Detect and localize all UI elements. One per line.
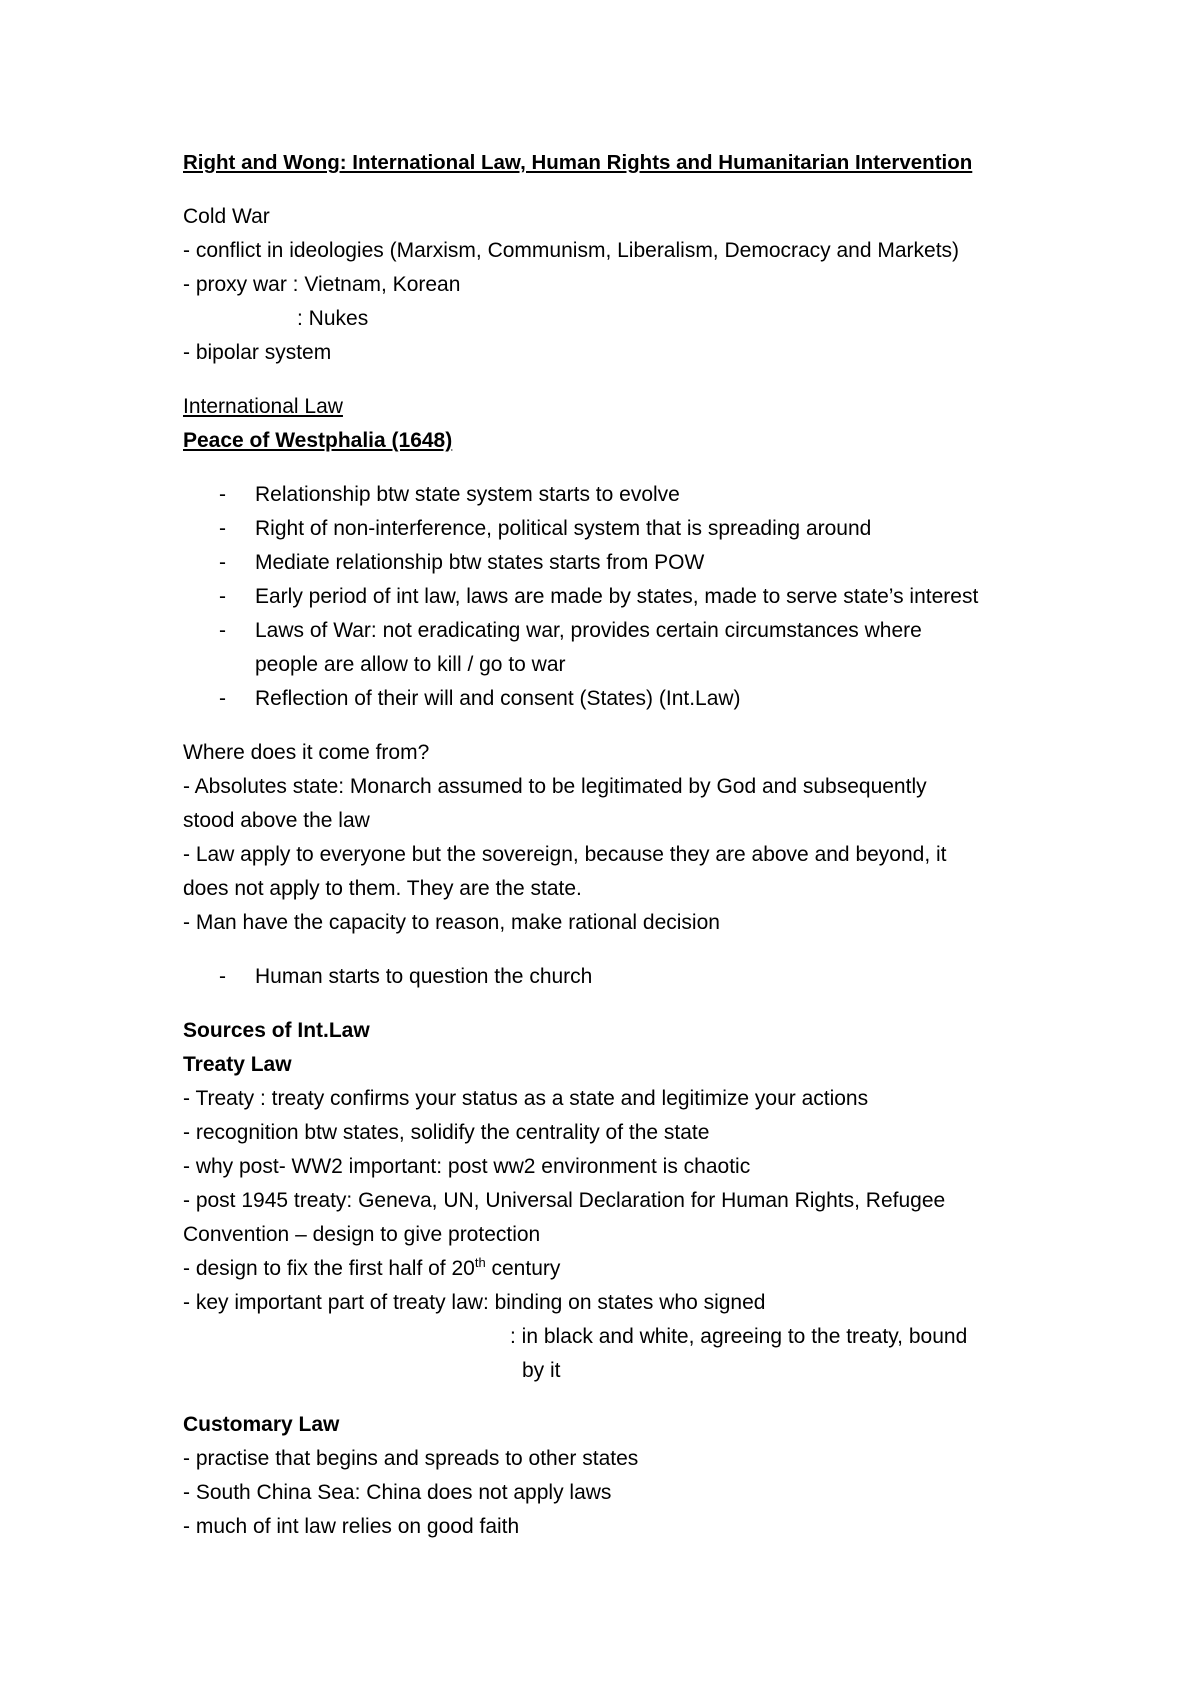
- bullet-item: - Human starts to question the church: [219, 965, 593, 988]
- bullet-item: - Mediate relationship btw states starts from POW: [219, 551, 705, 574]
- bullet-item: - Right of non-interference, political system that is spreading around: [219, 517, 872, 540]
- bullet-item-continued: people are allow to kill / go to war: [255, 653, 566, 676]
- customary-line: - practise that begins and spreads to other states: [183, 1447, 639, 1470]
- bullet-item: - Reflection of their will and consent (States) (Int.Law): [219, 687, 741, 710]
- treaty-line: - recognition btw states, solidify the centrality of the state: [183, 1121, 710, 1144]
- treaty-line: - post 1945 treaty: Geneva, UN, Universal Declaration for Human Rights, Refugee: [183, 1189, 946, 1212]
- cold-war-line: - proxy war : Vietnam, Korean: [183, 273, 461, 296]
- origin-line: - Law apply to everyone but the sovereign, because they are above and beyond, it: [183, 843, 947, 866]
- treaty-key-continued: : in black and white, agreeing to the treaty, bound: [510, 1325, 968, 1348]
- customary-line: - South China Sea: China does not apply laws: [183, 1481, 612, 1504]
- cold-war-line: - conflict in ideologies (Marxism, Communism, Liberalism, Democracy and Markets): [183, 239, 960, 262]
- origin-line: - Man have the capacity to reason, make rational decision: [183, 911, 720, 934]
- treaty-line: - Treaty : treaty confirms your status as a state and legitimize your actions: [183, 1087, 869, 1110]
- origin-line: - Absolutes state: Monarch assumed to be legitimated by God and subsequently: [183, 775, 927, 798]
- document-title: Right and Wong: International Law, Human Rights and Humanitarian Intervention: [183, 151, 973, 174]
- treaty-line: - why post- WW2 important: post ww2 environment is chaotic: [183, 1155, 751, 1178]
- cold-war-line: - bipolar system: [183, 341, 332, 364]
- bullet-item: - Relationship btw state system starts to evolve: [219, 483, 680, 506]
- international-law-heading: International Law: [183, 395, 343, 418]
- customary-law-heading: Customary Law: [183, 1413, 340, 1436]
- bullet-item: - Laws of War: not eradicating war, provides certain circumstances where: [219, 619, 922, 642]
- cold-war-heading: Cold War: [183, 205, 270, 228]
- westphalia-heading: Peace of Westphalia (1648): [183, 429, 453, 452]
- origin-heading: Where does it come from?: [183, 741, 430, 764]
- treaty-line: Convention – design to give protection: [183, 1223, 541, 1246]
- origin-line: stood above the law: [183, 809, 370, 832]
- bullet-item: - Early period of int law, laws are made by states, made to serve state’s interest: [219, 585, 979, 608]
- treaty-key-continued: by it: [522, 1359, 561, 1382]
- sources-heading: Sources of Int.Law: [183, 1019, 370, 1042]
- customary-line: - much of int law relies on good faith: [183, 1515, 520, 1538]
- cold-war-line: : Nukes: [297, 307, 369, 330]
- treaty-century-line: - design to fix the first half of 20th century: [183, 1255, 561, 1280]
- treaty-key-line: - key important part of treaty law: binding on states who signed: [183, 1291, 766, 1314]
- document-body: [183, 146, 1043, 1544]
- treaty-law-heading: Treaty Law: [183, 1053, 292, 1076]
- origin-line: does not apply to them. They are the state.: [183, 877, 582, 900]
